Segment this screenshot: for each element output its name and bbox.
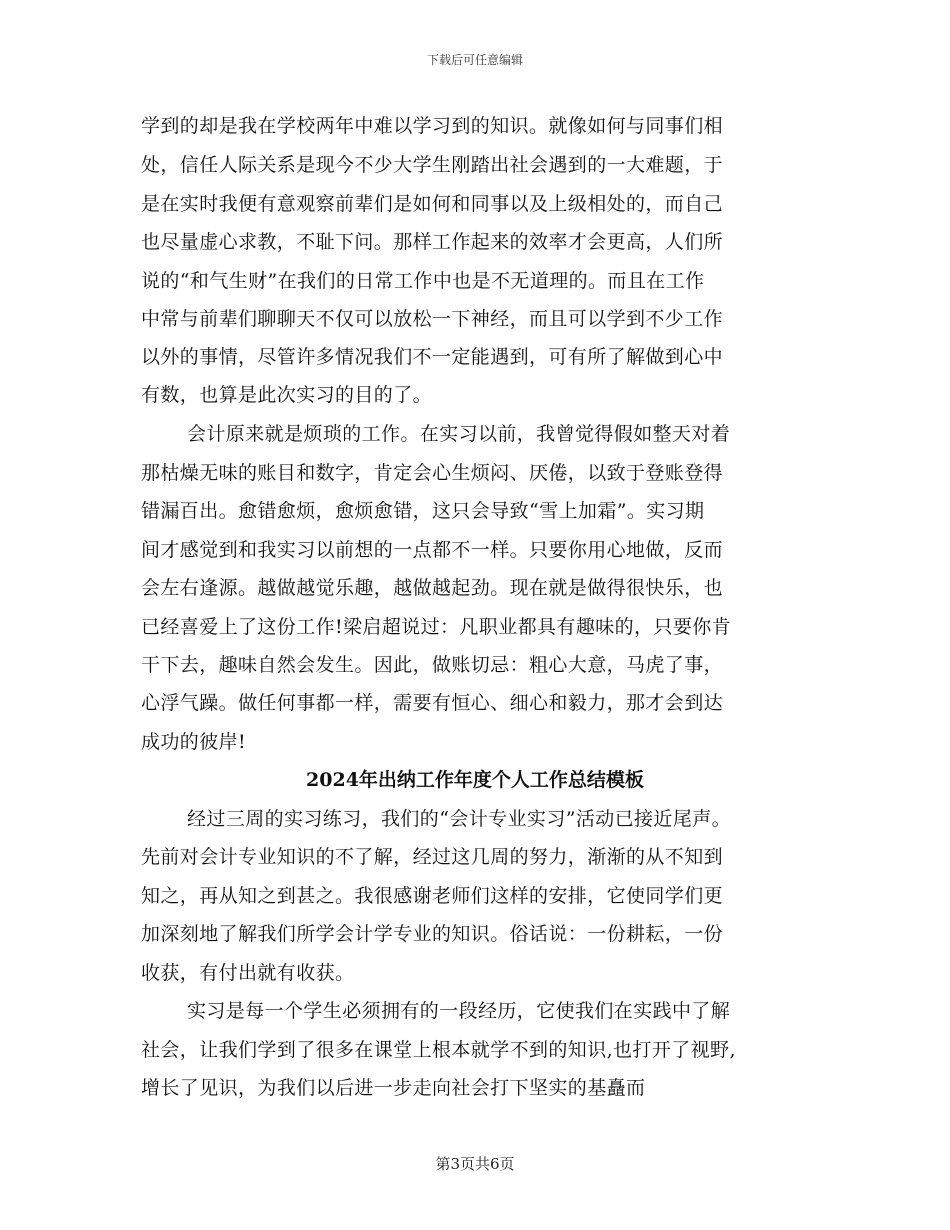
- paragraph-line: 说的“和气生财”在我们的日常工作中也是不无道理的。而且在工作: [141, 270, 705, 292]
- paragraph-line: 间才感觉到和我实习以前想的一点都不一样。只要你用心地做，反而: [141, 539, 724, 561]
- paragraph-line: 是在实时我便有意观察前辈们是如何和同事以及上级相处的，而自己: [141, 193, 724, 215]
- paragraph-line: 心浮气躁。做任何事都一样，需要有恒心、细心和毅力，那才会到达: [141, 692, 724, 714]
- paragraph-line: 也尽量虚心求教，不耻下问。那样工作起来的效率才会更高，人们所: [141, 231, 724, 253]
- paragraph-line: 以外的事情，尽管许多情况我们不一定能遇到，可有所了解做到心中: [141, 346, 724, 368]
- paragraph-line: 中常与前辈们聊聊天不仅可以放松一下神经，而且可以学到不少工作: [141, 308, 724, 330]
- paragraph-line: 先前对会计专业知识的不了解，经过这几周的努力，渐渐的从不知到: [141, 846, 724, 868]
- paragraph-line: 处，信任人际关系是现今不少大学生刚踏出社会遇到的一大难题，于: [141, 154, 724, 176]
- paragraph-line: 收获，有付出就有收获。: [141, 962, 355, 984]
- paragraph-line: 成功的彼岸!: [141, 731, 247, 753]
- paragraph-line: 实习是每一个学生必须拥有的一段经历，它使我们在实践中了解: [187, 1000, 731, 1022]
- paragraph-line: 会计原来就是烦琐的工作。在实习以前，我曾觉得假如整天对着: [187, 423, 731, 445]
- paragraph-line: 那枯燥无味的账目和数字，肯定会心生烦闷、厌倦，以致于登账登得: [141, 462, 724, 484]
- paragraph-line: 错漏百出。愈错愈烦，愈烦愈错，这只会导致“雪上加霜”。实习期: [141, 500, 705, 522]
- paragraph-line: 会左右逢源。越做越觉乐趣，越做越起劲。现在就是做得很快乐，也: [141, 577, 724, 599]
- paragraph-line: 加深刻地了解我们所学会计学专业的知识。俗话说：一份耕耘，一份: [141, 923, 724, 945]
- paragraph-line: 有数，也算是此次实习的目的了。: [141, 384, 433, 406]
- page-header: 下载后可任意编辑: [426, 53, 523, 67]
- paragraph-line: 学到的却是我在学校两年中难以学习到的知识。就像如何与同事们相: [141, 115, 724, 137]
- paragraph-line: 知之，再从知之到甚之。我很感谢老师们这样的安排，它使同学们更: [141, 885, 724, 907]
- paragraph-line: 社会，让我们学到了很多在课堂上根本就学不到的知识,也打开了视野,: [141, 1039, 736, 1061]
- paragraph-line: 干下去，趣味自然会发生。因此，做账切忌：粗心大意，马虎了事，: [141, 654, 724, 676]
- paragraph-line: 已经喜爱上了这份工作!梁启超说过：凡职业都具有趣味的，只要你肯: [141, 616, 732, 638]
- page-footer: 第3页共6页: [435, 1155, 515, 1173]
- paragraph-line: 经过三周的实习练习，我们的“会计专业实习”活动已接近尾声。: [187, 808, 732, 830]
- section-title: 2024年出纳工作年度个人工作总结模板: [306, 769, 644, 791]
- paragraph-line: 增长了见识，为我们以后进一步走向社会打下坚实的基矗而: [141, 1077, 646, 1099]
